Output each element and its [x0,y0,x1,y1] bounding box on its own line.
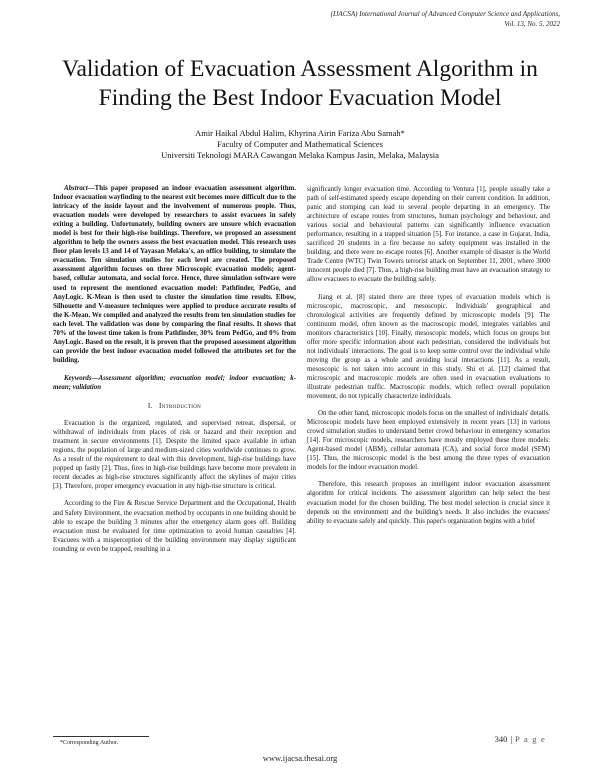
journal-header-line1: (IJACSA) International Journal of Advanced Computer Science and Applications, [330,10,560,18]
abstract-label: Abstract [64,185,88,192]
right-column [307,185,550,526]
keywords-text: Assessment algorithm; evacuation model; indoor evacuation; k-mean; validation [53,374,296,391]
paper-title-line2: Finding the Best Indoor Evacuation Model [98,85,502,111]
author-affiliation-faculty: Faculty of Computer and Mathematical Sciences [217,139,383,149]
footnote-divider [53,736,149,737]
right-paragraph-4: Therefore, this research proposes an intelligent indoor evacuation assessment algorithm for critical incidents. The assessment algorithm can help select the best evacuation model for the chosen building. The best model selection is crucial since it depends on the environment and the building's needs. It also includes the evacuees' ability to evacuate safely and quickly. This paper's organization begins with a brief [307,481,550,525]
section-number: I. [147,402,153,411]
intro-paragraph-1: Evacuation is the organized, regulated, and supervised retreat, dispersal, or withdrawal of individuals from places of risk or hazard and their reception and treatment in secure environments [1]. Despite the limited space available in urban regions, the population of large and medium-sized cities worldwide continues to grow. As a result of the requirement to deal with this development, high-rise buildings have popped up fastly [2]. Thus, fires in high-rise buildings have become more prevalent in recent decades as high-rise structures significantly affect the skylines of major cities [3]. Therefore, proper emergency evacuation in any high-rise structure is critical. [53,420,296,491]
author-affiliation-university: Universiti Teknologi MARA Cawangan Melaka Kampus Jasin, Melaka, Malaysia [161,150,439,160]
journal-header [200,10,560,29]
abstract-dash: — [87,185,95,192]
paper-title [0,55,600,113]
page-number-value: 340 [494,734,508,744]
abstract [53,184,296,365]
author-block [0,128,600,161]
page-number-separator: | [510,734,513,744]
page-number [495,734,546,744]
right-paragraph-2: Jiang et al. [8] stated there are three types of evacuation models which is microscopic, macroscopic, and mesoscopic. Individuals' geographical and chronological activities are frequently defined by microscopic models [9]. The continuum model, often known as the macroscopic model, integrates variables and monitors characteristics [10]. Finally, mesoscopic models, which focus on groups but offer more specific information about each pedestrian, considered the individuals but not individuals' interactions. The goal is to keep some control over the individual while moving the group as a whole and avoiding local interactions [11]. As a result, mesoscopic is not taken into account in this study. Shi et al. [12] claimed that microscopic and macroscopic models are often used in evacuation evaluations to illustrate pedestrian traffic. Macroscopic models, which reflect overall population movement, do not typically characterize individuals. [307,293,550,401]
keywords-dash: — [91,374,99,382]
footnote-corresponding-author: *Corresponding Author. [60,740,118,746]
section-title: Introduction [158,402,202,411]
left-column [53,184,296,554]
right-paragraph-1: significantly longer evacuation time. According to Ventura [1], people usually take a path of self-estimated speedy escape depending on their current condition. In addition, panic and stomping can lead to several people departing in an emergency. The architecture of escape routes from structures, human psychology and behaviour, and various social and behavioural patterns can significantly influence evacuation performance, resulting in a trapped situation [5]. For instance, a case in Gujarat, India, sacrificed 20 students in a fire because no safety equipment was installed in the building, and there were no escape routes [6]. Another example of disaster is the World Trade Centre (WTC) Twin Towers terrorist attack on September 11, 2001, where 3000 innocent people died [7]. Thus, a high-rise building must have an evacuation strategy to allow evacuees to evacuate the building safely. [307,186,550,284]
right-paragraph-3: On the other hand, microscopic models focus on the smallest of individuals' details. Microscopic models have been employed extensively in recent years [13] in various crowd simulation studies to understand better crowd behaviour in emergency scenarios [14]. For microscopic models, researchers have mostly employed these three models: Agent-based model (ABM), cellular automata (CA), and social force model (SFM) [15]. Thus, the microscopic model is the best among the three types of evacuation models for the indoor evacuation model. [307,410,550,472]
keywords [53,374,296,392]
page-word: P a g e [515,734,546,744]
abstract-text: This paper proposed an indoor evacuation assessment algorithm. Indoor evacuation wayfinding to the nearest exit becomes more difficult due to the intricacy of the inside layout and the involvement of numerous people. Thus, evacuation models were developed by researchers to assist evacuees in safely exiting a building. Unfortunately, building owners are unsure which evacuation model is best for their high-rise buildings. Therefore, we proposed an assessment algorithm to help the owners assess the best evacuation model. This research uses floor plan levels 13 and 14 of Yayasan Melaka's, an office building, to simulate the evacuation. Ten simulation studies for each level are created. The proposed assessment algorithm focuses on three Microscopic evacuation models; agent-based, cellular automata, and social force. Hence, three simulation software were used to represent the mentioned evacuation model: Pathfinder, PedGo, and AnyLogic. K-Mean is then used to cluster the simulation time results. Elbow, Silhouette and V-measure techniques were applied to produce accurate results of the K-Mean. We compiled and analyzed the results from ten simulation studies for each level. The validation was done by comparing the final results. It shows that 70% of the lowest time taken is from Pathfinder, 30% from PedGo, and 0% from AnyLogic. Based on the result, it is proven that the proposed assessment algorithm can provide the best indoor evacuation model followed the attributes set for the building. [53,185,296,364]
intro-paragraph-2: According to the Fire & Rescue Service Department and the Occupational, Health and Safety Environment, the evacuation method by occupants in one building should be able to escape the building 3 minutes after the emergency alarm goes off. Building evacuation must be evaluated for time optimization to avoid human casualties [4]. Evacuees with a misperception of the building environment may display significant rounding or even be trapped, resulting in a [53,500,296,553]
footer-url[interactable]: www.ijacsa.thesai.org [262,753,338,763]
keywords-label: Keywords [64,374,92,382]
section-heading-introduction [53,402,296,411]
paper-title-line1: Validation of Evacuation Assessment Algorithm in [62,56,538,82]
author-names: Amir Haikal Abdul Halim, Khyrina Airin Fariza Abu Samah* [195,128,405,138]
journal-header-line2: Vol. 13, No. 5, 2022 [504,19,560,28]
